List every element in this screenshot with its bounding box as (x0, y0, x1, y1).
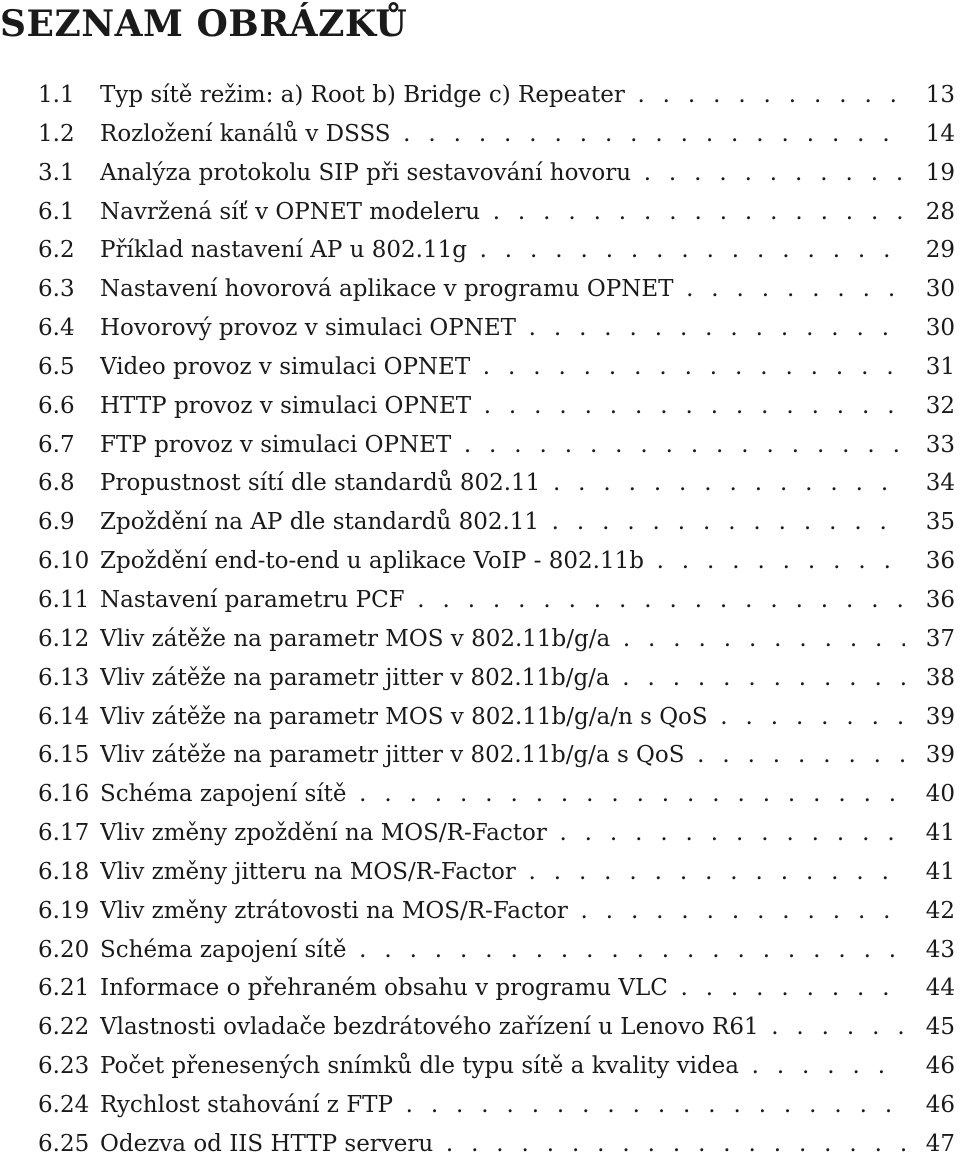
figure-caption: FTP provoz v simulaci OPNET . . . (100, 431, 905, 459)
figure-list-entry[interactable] (0, 774, 955, 813)
figure-number: 6.5 (38, 353, 75, 380)
figure-caption: Schéma zapojení sítě . . . (100, 936, 905, 964)
page-number: 41 (925, 858, 955, 885)
figure-number: 6.1 (38, 198, 75, 225)
figure-caption: Vliv zátěže na parametr MOS v 802.11b/g/a/n s QoS . . . (100, 703, 905, 731)
figure-number: 6.13 (38, 664, 90, 691)
figure-list-entry[interactable] (0, 386, 955, 425)
figure-list-entry[interactable] (0, 502, 955, 541)
figure-list-entry[interactable] (0, 347, 955, 386)
figure-number: 6.16 (38, 781, 90, 808)
page-number: 32 (925, 392, 955, 419)
page-number: 19 (925, 159, 955, 186)
figure-caption: Vliv zátěže na parametr jitter v 802.11b/g/a . . . (100, 664, 905, 692)
page-number: 38 (925, 664, 955, 691)
figure-list-entry[interactable] (0, 463, 955, 502)
page-number: 43 (925, 936, 955, 963)
figure-caption: Vlastnosti ovladače bezdrátového zařízení u Lenovo R61 . . . (100, 1013, 905, 1041)
figure-number: 6.19 (38, 897, 90, 924)
figure-list-entry[interactable] (0, 153, 955, 192)
page-number: 46 (925, 1053, 955, 1080)
figure-caption: Navržená síť v OPNET modeleru . . . (100, 198, 905, 226)
figure-caption: Propustnost sítí dle standardů 802.11 . . . (100, 469, 905, 497)
figure-caption: Video provoz v simulaci OPNET . . . (100, 353, 905, 381)
figure-list-entry[interactable] (0, 1007, 955, 1046)
figure-list-entry[interactable] (0, 891, 955, 930)
figure-caption: Schéma zapojení sítě . . . (100, 780, 905, 808)
figure-number: 6.22 (38, 1014, 90, 1041)
figure-caption: Nastavení parametru PCF . . . (100, 586, 905, 614)
page-number: 13 (925, 82, 955, 108)
figure-list-entry[interactable] (0, 114, 955, 153)
figure-caption: Vliv změny zpoždění na MOS/R-Factor . . . (100, 819, 905, 847)
page-number: 40 (925, 781, 955, 808)
page-number: 36 (925, 586, 955, 613)
figure-number: 6.20 (38, 936, 90, 963)
figure-caption: Typ sítě režim: a) Root b) Bridge c) Repeater . . . (100, 81, 905, 109)
page-number: 30 (925, 315, 955, 342)
figure-list-entry[interactable] (0, 425, 955, 464)
figure-caption: Rychlost stahování z FTP . . . (100, 1091, 905, 1119)
figure-list-entry[interactable] (0, 1124, 955, 1163)
figure-caption: Nastavení hovorová aplikace v programu OPNET . . . (100, 275, 905, 303)
page-number: 41 (925, 820, 955, 847)
figure-caption: Informace o přehraném obsahu v programu VLC . . . (100, 974, 905, 1002)
figure-number: 6.14 (38, 703, 90, 730)
figure-list-entry[interactable] (0, 1046, 955, 1085)
page-number: 47 (925, 1130, 955, 1157)
page-number: 31 (925, 353, 955, 380)
figure-caption: Vliv změny jitteru na MOS/R-Factor . . . (100, 858, 905, 886)
figure-list-entry[interactable] (0, 192, 955, 231)
figure-list-entry[interactable] (0, 735, 955, 774)
figure-number: 6.4 (38, 315, 75, 342)
figure-caption: Počet přenesených snímků dle typu sítě a kvality videa . . . (100, 1052, 905, 1080)
figure-list-entry[interactable] (0, 619, 955, 658)
figure-list-entry[interactable] (0, 230, 955, 269)
page-number: 14 (925, 120, 955, 147)
figure-number: 6.23 (38, 1053, 90, 1080)
figure-number: 6.15 (38, 742, 90, 769)
page-number: 46 (925, 1091, 955, 1118)
figure-number: 6.9 (38, 509, 75, 536)
figure-caption: Zpoždění na AP dle standardů 802.11 . . . (100, 508, 905, 536)
figure-list-entry[interactable] (0, 580, 955, 619)
page-number: 39 (925, 703, 955, 730)
page-number: 30 (925, 276, 955, 303)
figure-number: 6.17 (38, 820, 90, 847)
figure-list-entry[interactable] (0, 541, 955, 580)
figure-number: 6.6 (38, 392, 75, 419)
figure-list-entry[interactable] (0, 1085, 955, 1124)
figure-caption: Příklad nastavení AP u 802.11g . . . (100, 236, 905, 264)
figure-list-entry[interactable] (0, 930, 955, 969)
page-number: 44 (925, 975, 955, 1002)
figure-number: 6.11 (38, 586, 90, 613)
page-title: SEZNAM OBRÁZKŮ (0, 3, 408, 45)
figure-caption: Hovorový provoz v simulaci OPNET . . . (100, 314, 905, 342)
figure-number: 6.18 (38, 858, 90, 885)
page-number: 34 (925, 470, 955, 497)
figure-number: 6.10 (38, 548, 90, 575)
figure-list-entry[interactable] (0, 658, 955, 697)
figure-number: 1.1 (38, 82, 75, 108)
page-number: 42 (925, 897, 955, 924)
figure-list-entry[interactable] (0, 697, 955, 736)
figure-number: 3.1 (38, 159, 75, 186)
page-number: 36 (925, 548, 955, 575)
figure-caption: Odezva od IIS HTTP serveru . . . (100, 1130, 905, 1158)
figure-caption: Rozložení kanálů v DSSS . . . (100, 120, 905, 148)
figure-number: 6.8 (38, 470, 75, 497)
figure-number: 6.2 (38, 237, 75, 264)
figure-caption: Zpoždění end-to-end u aplikace VoIP - 802.11b . . . (100, 547, 905, 575)
figure-caption: Vliv zátěže na parametr jitter v 802.11b/g/a s QoS . . . (100, 741, 905, 769)
page-number: 45 (925, 1014, 955, 1041)
figure-list-entry[interactable] (0, 813, 955, 852)
page-number: 37 (925, 625, 955, 652)
page-number: 35 (925, 509, 955, 536)
figure-number: 6.24 (38, 1091, 90, 1118)
figure-caption: Analýza protokolu SIP při sestavování hovoru . . . (100, 159, 905, 187)
figure-list-entry[interactable] (0, 75, 955, 114)
figure-list-entry[interactable] (0, 968, 955, 1007)
page-number: 28 (925, 198, 955, 225)
page-number: 33 (925, 431, 955, 458)
figure-number: 6.7 (38, 431, 75, 458)
page-number: 39 (925, 742, 955, 769)
figure-list-entry[interactable] (0, 269, 955, 308)
figure-number: 6.21 (38, 975, 90, 1002)
figure-number: 1.2 (38, 120, 75, 147)
figure-list-entry[interactable] (0, 308, 955, 347)
figure-caption: Vliv zátěže na parametr MOS v 802.11b/g/a . . . (100, 625, 905, 653)
figure-caption: HTTP provoz v simulaci OPNET . . . (100, 392, 905, 420)
figure-number: 6.3 (38, 276, 75, 303)
figure-number: 6.25 (38, 1130, 90, 1157)
figure-list (0, 75, 955, 1163)
figure-list-entry[interactable] (0, 852, 955, 891)
page-number: 29 (925, 237, 955, 264)
figure-number: 6.12 (38, 625, 90, 652)
figure-caption: Vliv změny ztrátovosti na MOS/R-Factor . . . (100, 897, 905, 925)
